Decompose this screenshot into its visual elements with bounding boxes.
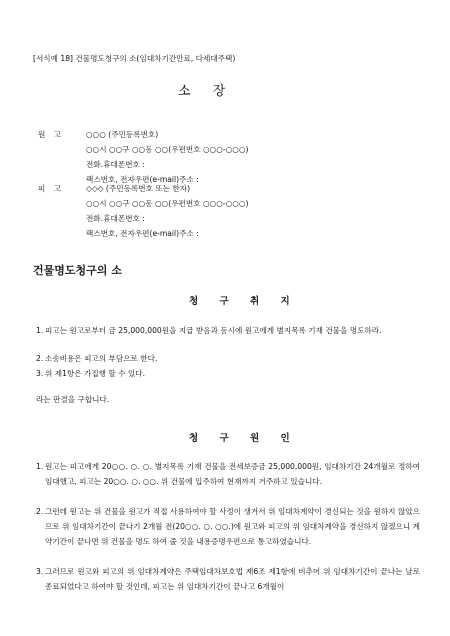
form-header: [서식예 18] 건물명도청구의 소(임대차기간만료, 다세대주택) — [33, 54, 236, 63]
document-title: 소 장 — [178, 84, 226, 99]
defendant-fax: 팩스번호, 전자우편(e-mail)주소 : — [86, 229, 199, 238]
cause-item-number: 1. — [36, 462, 44, 471]
defendant-role: 피 고 — [38, 184, 62, 193]
claim-item-number: 2. — [36, 354, 44, 363]
claim-item — [36, 351, 420, 366]
defendant-phone: 전화․휴대폰번호 : — [86, 214, 145, 223]
claim-heading: 청 구 취 지 — [189, 296, 290, 307]
claim-item-number: 3. — [36, 369, 44, 378]
cause-item-text: 원고는 피고에게 20○○. ○. ○. 별지목록 기재 건물을 전세보증금 25,000,000원, 임대차기간 24개월로 정하여 임대했고, 피고는 20○○. ○. ○○. 위 건물에 입주하여 현재까지 거주하고 있습니다. — [45, 462, 420, 487]
plaintiff-name: ○○○ (주민등록번호) — [86, 130, 159, 139]
cause-item — [36, 564, 420, 598]
defendant-name: ◇◇◇ (주민등록번호 또는 한자) — [86, 184, 191, 193]
claim-item-number: 1. — [36, 326, 44, 335]
cause-item-text: 그런데 원고는 위 건물을 원고가 직접 사용하여야 할 사정이 생겨서 위 임대차계약이 경신되는 것을 원하지 않았으므로 위 임대차기간이 끝나기 2개월 전(20○○. ○. ○○.)에 원고와 피고의 위 임대차계약을 경신하지 않겠으니 계약기간이 끝나면 위 건물을 명도 하여 줄 것을 내용증명우편으로 통고하였습니다. — [45, 507, 420, 547]
claim-item — [36, 323, 420, 338]
plaintiff-phone: 전화․휴대폰번호 : — [86, 160, 145, 169]
cause-item — [36, 459, 420, 489]
plaintiff-address: ○○시 ○○구 ○○동 ○○(우편번호 ○○○-○○○) — [86, 145, 249, 154]
claim-item — [36, 366, 420, 381]
case-title: 건물명도청구의 소 — [33, 264, 122, 277]
claim-item-text: 위 제1항은 가집행 할 수 있다. — [45, 369, 146, 378]
claim-closing: 라는 판결을 구합니다. — [36, 395, 110, 404]
cause-heading: 청 구 원 인 — [189, 433, 290, 444]
plaintiff-fax: 팩스번호, 전자우편(e-mail)주소 : — [86, 175, 199, 184]
claim-item-text: 소송비용은 피고의 부담으로 한다. — [45, 354, 158, 363]
plaintiff-role: 원 고 — [38, 130, 62, 139]
cause-item-number: 3. — [36, 567, 44, 576]
cause-item — [36, 504, 420, 550]
claim-item-text: 피고는 원고로부터 금 25,000,000원을 지급 받음과 동시에 원고에게 별지목록 기재 건물을 명도하라. — [45, 326, 382, 335]
cause-item-text: 그러므로 원고와 피고의 위 임대차계약은 주택임대차보호법 제6조 제1항에 비추어 위 임대차기간이 끝나는 날로 종료되었다고 하여야 할 것인데, 피고는 위 임대차기간이 끝나고 6개월이 — [45, 567, 420, 592]
defendant-address: ○○시 ○○구 ○○동 ○○(우편번호 ○○○-○○○) — [86, 199, 249, 208]
cause-item-number: 2. — [36, 507, 44, 516]
